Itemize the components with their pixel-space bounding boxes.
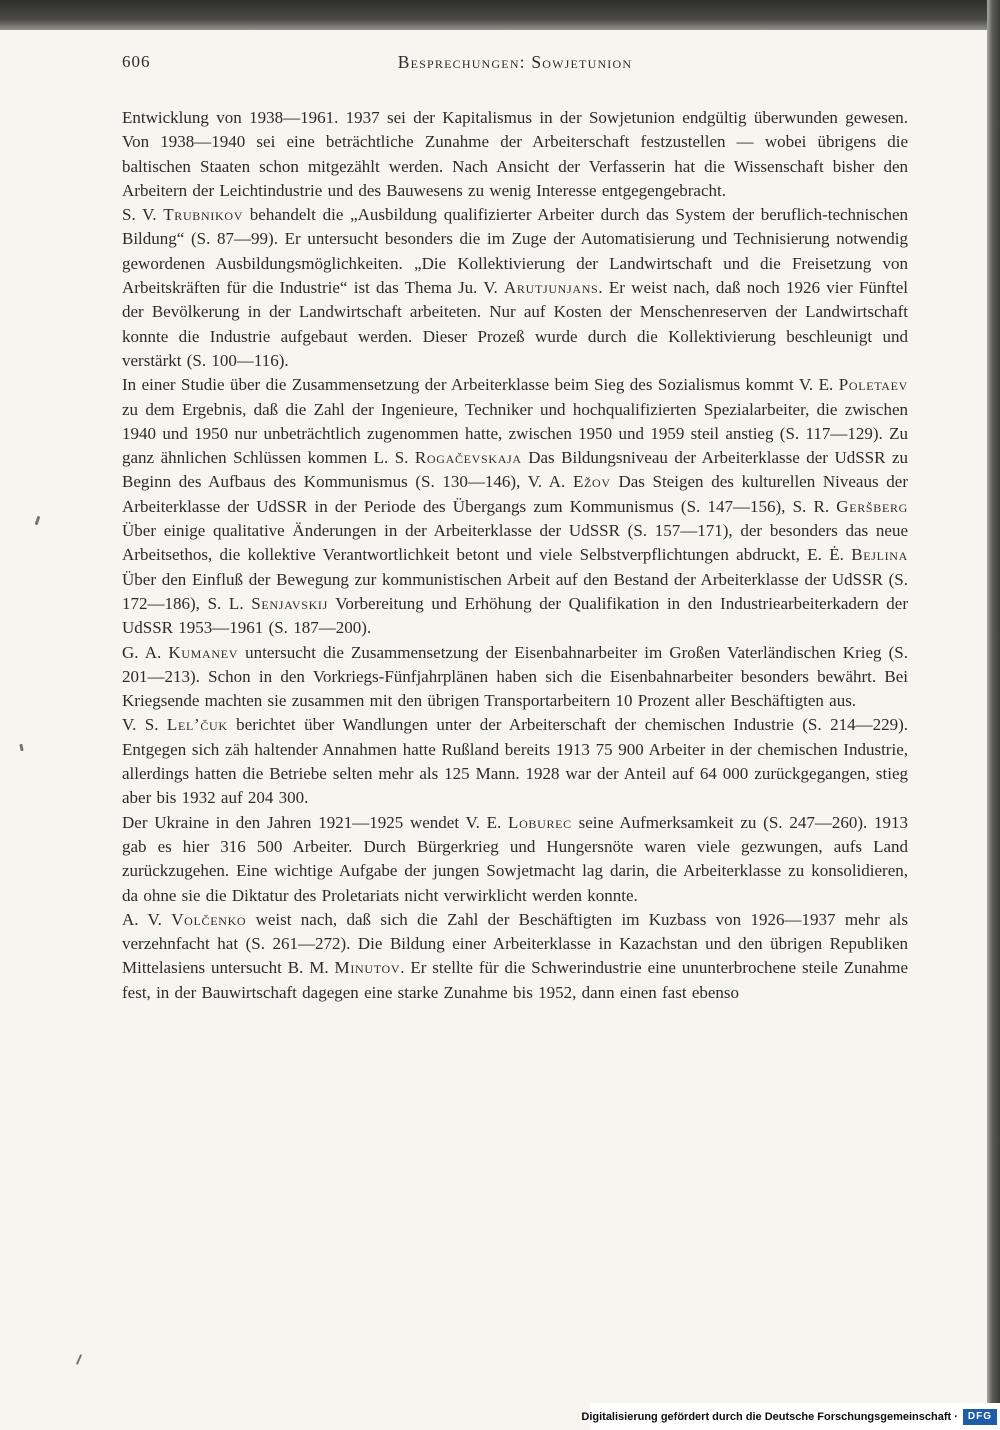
text-run: V. S. xyxy=(122,715,167,735)
text-run: untersucht die Zusammensetzung der Eisenbahnarbeiter im Großen Vaterländischen Krieg (S. 201—213). Schon in den Vorkriegs-Fünfjahrplänen haben sich die Eisenbahnarbeiter besonders bewährt. Bei Kriegsende machten sie zusammen mit den übrigen Transportarbeitern 10 Prozent aller Beschäftigten aus. xyxy=(122,642,909,711)
text-run: seine Aufmerksamkeit zu (S. 247—260). 1913 gab es hier 316 500 Arbeiter. Durch Bürgerkrieg und Hungersnöte waren viele gezwungen, aufs Land zurückzugehen. Eine wichtige Aufgabe der jungen Sowjetmacht lag darin, die Arbeiterklasse zu konsolidieren, da ohne sie die Diktatur des Proletariats nicht verwirklicht werden konnte. xyxy=(122,812,908,905)
text-run: . Er weist nach, daß noch 1926 vier Fünftel der Bevölkerung in der Landwirtschaft arbeiteten. Nur auf Kosten der Menschenreserven der Landwirtschaft konnte die Industrie aufgebaut werden. Dieser Prozeß wurde durch die Kollektivierung beschleunigt und verstärkt (S. 100—116). xyxy=(122,278,909,370)
digitization-footer xyxy=(581,1403,1000,1430)
text-run: Vorbereitung und Erhöhung der Qualifikation in den Industriearbeiterkadern der UdSSR 1953—1961 (S. 187—200). xyxy=(122,593,908,638)
scan-speck xyxy=(76,1354,82,1365)
text-run: Das Steigen des kulturellen Niveaus der Arbeiterklasse der UdSSR in der Periode des Übergangs zum Kommunismus (S. 147—156), S. R. xyxy=(122,472,908,516)
text-run: behandelt die „Ausbildung qualifizierter Arbeiter durch das System der beruflich-technischen Bildung“ (S. 87—99). Er untersucht besonders die im Zuge der Automatisierung und Technisierung notwendig gewordenen Ausbildungsmöglichkeiten. „Die Kollektivierung der Landwirtschaft und die Freisetzung von Arbeitskräften für die Industrie“ ist das Thema Ju. V. xyxy=(122,205,908,298)
running-head xyxy=(122,52,908,78)
scan-edge-top xyxy=(0,0,1000,30)
running-header: Besprechungen: Sowjetunion xyxy=(397,52,633,72)
text-run: S. V. xyxy=(122,205,164,225)
author-name: Volčenko xyxy=(171,909,247,929)
paragraph xyxy=(122,203,908,373)
body-text xyxy=(122,106,908,1005)
text-run: zu dem Ergebnis, daß die Zahl der Ingenieure, Techniker und hochqualifizierten Spezialarbeiter, die zwischen 1940 und 1950 nur unbeträchtlich zugenommen hatte, zwischen 1950 und 1959 steil anstieg (S. 117—129). Zu ganz ähnlichen Schlüssen kommen L. S. xyxy=(122,399,908,468)
scan-edge-right xyxy=(987,0,1000,1404)
author-name: Minutov xyxy=(334,958,401,978)
author-name: Poletaev xyxy=(838,375,908,395)
dfg-logo: DFG xyxy=(963,1409,997,1425)
paragraph xyxy=(122,641,908,714)
author-name: Rogačevskaja xyxy=(414,448,522,468)
author-name: Loburec xyxy=(508,812,572,832)
author-name: Trubnikov xyxy=(163,205,244,225)
text-run: weist nach, daß sich die Zahl der Beschäftigten im Kuzbass von 1926—1937 mehr als verzehnfacht hat (S. 261—272). Die Bildung einer Arbeiterklasse in Kazachstan und den übrigen Republiken Mittelasiens untersucht B. M. xyxy=(122,909,908,978)
scan-speck xyxy=(19,744,23,751)
text-run: A. V. xyxy=(122,909,172,929)
text-run: G. A. xyxy=(122,642,169,662)
paragraph xyxy=(122,908,908,1005)
author-name: Ežov xyxy=(572,472,611,492)
page-number: 606 xyxy=(122,52,151,71)
text-run: Über den Einfluß der Bewegung zur kommunistischen Arbeit auf den Bestand der Arbeiterklasse der UdSSR (S. 172—186), S. L. xyxy=(122,569,908,613)
text-run: Entwicklung von 1938—1961. 1937 sei der Kapitalismus in der Sowjetunion endgültig überwunden gewesen. Von 1938—1940 sei eine beträchtliche Zunahme der Arbeiterschaft festzustellen — wobei übrigens die baltischen Staaten schon mitgezählt werden. Nach Ansicht der Verfasserin hat die Wissenschaft bisher den Arbeitern der Leichtindustrie und des Bauwesens zu wenig Interesse entgegengebracht. xyxy=(122,108,908,200)
paragraph xyxy=(122,713,908,810)
author-name: Senjavskij xyxy=(251,593,328,613)
author-name: Lel’čuk xyxy=(166,715,228,735)
text-run: Über einige qualitative Änderungen in der Arbeiterklasse der UdSSR (S. 157—171), der besonders das neue Arbeitsethos, die kollektive Verantwortlichkeit betont und viele Selbstverpflichtungen abdruckt, E. Ė. xyxy=(122,521,908,565)
digitization-credit: Digitalisierung gefördert durch die Deutsche Forschungsgemeinschaft · xyxy=(581,1410,958,1423)
text-run: Der Ukraine in den Jahren 1921—1925 wendet V. E. xyxy=(122,812,509,832)
text-run: In einer Studie über die Zusammensetzung der Arbeiterklasse beim Sieg des Sozialismus kommt V. E. xyxy=(122,375,839,395)
paragraph xyxy=(122,811,908,908)
author-name: Geršberg xyxy=(836,496,908,516)
author-name: Bejlina xyxy=(851,545,908,565)
text-run: Das Bildungsniveau der Arbeiterklasse der UdSSR zu Beginn des Aufbaus des Kommunismus (S. 130—146), V. A. xyxy=(122,448,909,492)
author-name: Kumanev xyxy=(168,642,239,662)
author-name: Arutjunjans xyxy=(503,278,599,298)
scan-speck xyxy=(35,516,41,525)
paragraph xyxy=(122,106,908,203)
paragraph xyxy=(122,373,908,640)
text-run: . Er stellte für die Schwerindustrie eine ununterbrochene steile Zunahme fest, in der Bauwirtschaft dagegen eine starke Zunahme bis 1952, dann einen fast ebenso xyxy=(122,958,908,1002)
text-run: berichtet über Wandlungen unter der Arbeiterschaft der chemischen Industrie (S. 214—229). Entgegen sich zäh haltender Annahmen hatte Rußland bereits 1913 75 900 Arbeiter in der chemischen Industrie, allerdings hatten die Betriebe selten mehr als 125 Mann. 1928 war der Anteil auf 64 000 zurückgegangen, stieg aber bis 1932 auf 204 300. xyxy=(122,715,908,808)
